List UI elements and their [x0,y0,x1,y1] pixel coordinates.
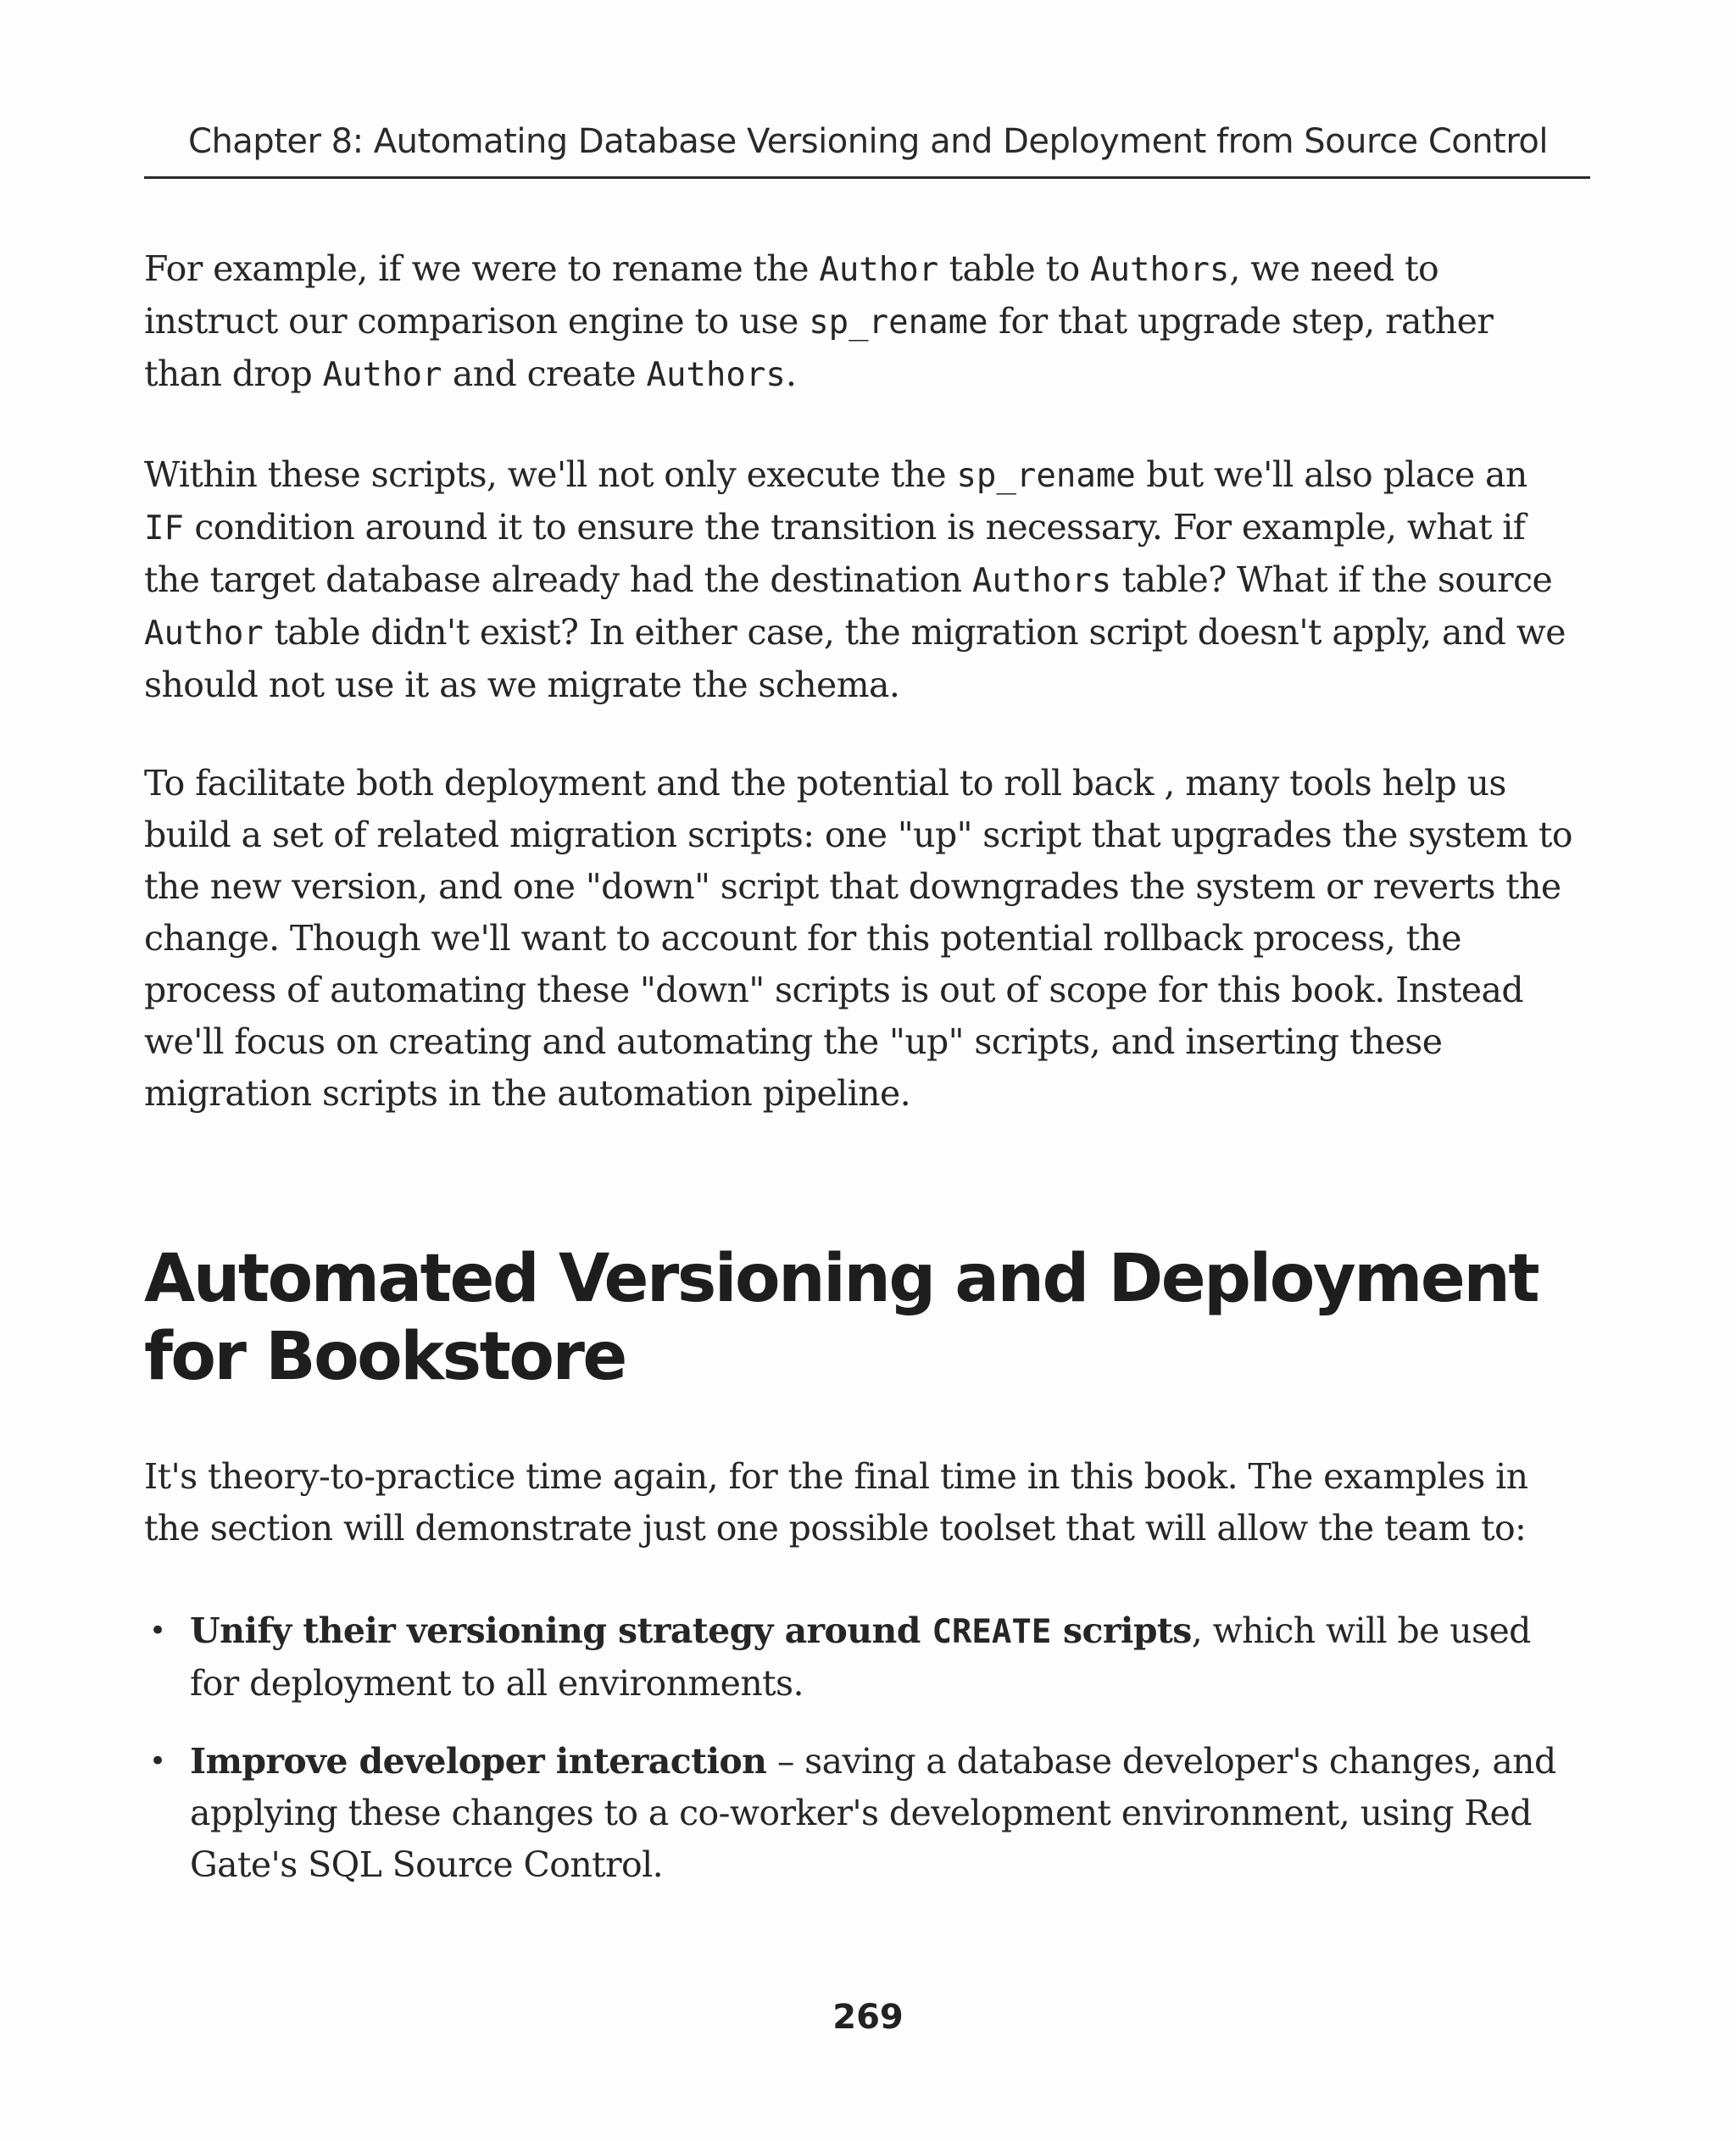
inline-code: CREATE [932,1613,1052,1651]
text-run: – saving a database developer's changes, and applying these changes to a co-worker's development environment, using Red Gate's SQL Source Control. [190,1741,1556,1885]
text-run: table? What if the source [1111,559,1553,600]
bullet-marker: • [149,1614,166,1648]
inline-code: Author [819,251,939,289]
page-number: 269 [832,1998,904,2037]
text-run: For example, if we were to rename the [144,248,820,289]
inline-code: Author [322,356,442,394]
bold-text: scripts [1051,1610,1192,1651]
inline-code: IF [144,509,184,548]
text-run: and create [442,353,647,394]
inline-code: sp_rename [956,457,1136,495]
inline-code: Authors [646,356,786,394]
inline-code: sp_rename [809,303,988,342]
inline-code: Author [144,614,264,653]
text-run: for that upgrade step, rather than drop [144,301,1494,394]
header-rule [144,176,1590,179]
bold-text: Unify their versioning strategy around [190,1610,932,1651]
paragraph-rename-example [144,243,1577,401]
paragraph-rollback: To facilitate both deployment and the potential to roll back , many tools help us build a set of related migration scripts: one "up" script that upgrades the system to the new version, and one "down" script that downgrades the system or reverts the change. Though we'll want to account for this potential rollback process, the process of automating these "down" scripts is out of scope for this book. Instead we'll focus on creating and automating the "up" scripts, and inserting these migration scripts in the automation pipeline. [144,763,1572,1114]
paragraph-theory-to-practice: It's theory-to-practice time again, for the final time in this book. The examples in the section will demonstrate just one possible toolset that will allow the team to: [144,1456,1528,1549]
list-item [144,1736,1585,1891]
text-run: table didn't exist? In either case, the migration script doesn't apply, and we should not use it as we migrate the schema. [144,612,1566,705]
paragraph-migration-scripts [144,449,1577,711]
bold-text: Improve developer interaction [190,1741,767,1782]
section-heading: Automated Versioning and Deployment for Bookstore [144,1241,1538,1395]
text-run: table to [938,248,1091,289]
running-header: Chapter 8: Automating Database Versioning and Deployment from Source Control [188,122,1548,161]
text-run: condition around it to ensure the transition is necessary. For example, what if the target database already had the destination [144,507,1526,600]
bullet-marker: • [149,1744,166,1778]
inline-code: Authors [1090,251,1230,289]
bullet-list [144,1605,1585,1891]
text-run: , we need to instruct our comparison engine to use [144,248,1439,342]
list-item [144,1605,1585,1710]
text-run: . [785,353,797,394]
text-run: but we'll also place an [1135,454,1527,495]
inline-code: Authors [971,562,1112,600]
text-run: Within these scripts, we'll not only execute the [144,454,957,495]
text-run: , which will be used for deployment to all environments. [190,1610,1531,1704]
